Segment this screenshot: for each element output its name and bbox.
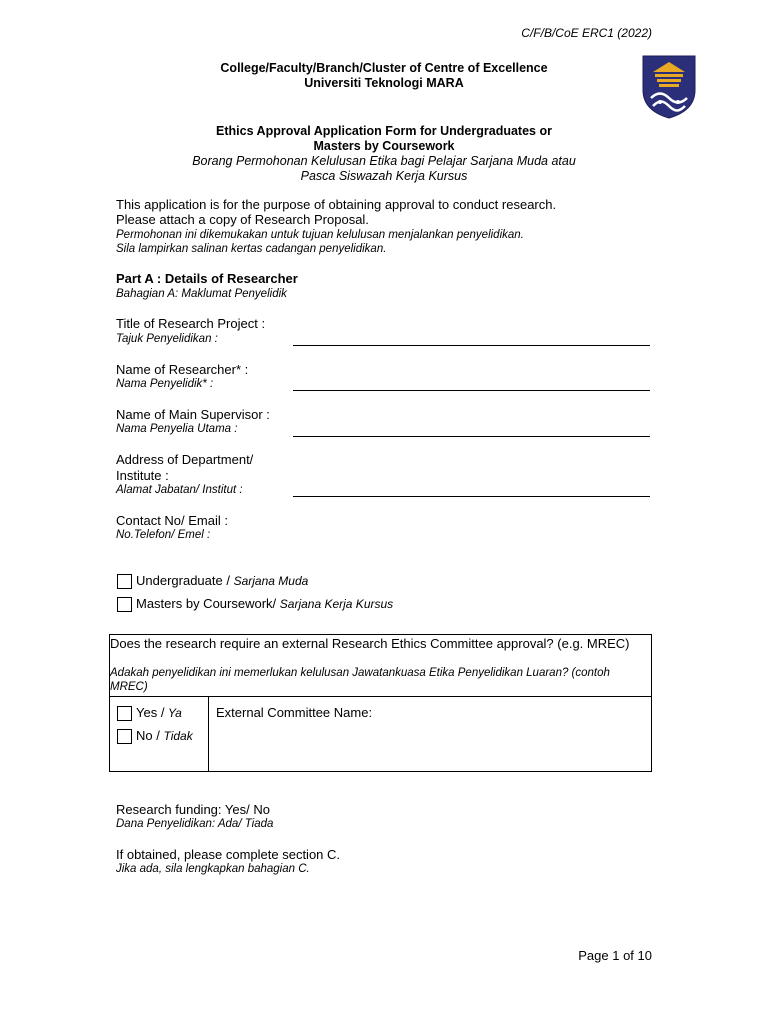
field-label-researcher-name: Name of Researcher* :	[116, 362, 249, 377]
external-approval-yes-checkbox[interactable]	[117, 706, 132, 721]
undergraduate-label: Undergraduate / Sarjana Muda	[136, 573, 309, 588]
form-title	[0, 124, 768, 154]
form-title-line-2: Masters by Coursework	[313, 139, 455, 153]
intro-malay-line-2: Sila lampirkan salinan kertas cadangan penyelidikan.	[116, 243, 387, 255]
field-label-main-supervisor: Name of Main Supervisor :	[116, 407, 270, 422]
field-label-research-title: Title of Research Project :	[116, 316, 266, 331]
external-approval-no-checkbox[interactable]	[117, 729, 132, 744]
intro-malay-line-1: Permohonan ini dikemukakan untuk tujuan kelulusan menjalankan penyelidikan.	[116, 229, 524, 241]
document-code: C/F/B/CoE ERC1 (2022)	[521, 26, 652, 40]
intro-text-malay	[116, 228, 676, 256]
research-title-input-line[interactable]	[293, 345, 650, 346]
external-ethics-table	[109, 634, 652, 772]
main-supervisor-input-line[interactable]	[293, 436, 650, 437]
institution-line-1: College/Faculty/Branch/Cluster of Centre of Excellence	[220, 61, 548, 75]
intro-line-1: This application is for the purpose of obtaining approval to conduct research.	[116, 197, 557, 212]
research-funding-label-malay: Dana Penyelidikan: Ada/ Tiada	[116, 818, 274, 830]
page-number: Page 1 of 10	[578, 948, 652, 963]
masters-coursework-label: Masters by Coursework/ Sarjana Kerja Kursus	[136, 596, 394, 611]
field-label-department-address-malay: Alamat Jabatan/ Institut :	[116, 484, 243, 496]
uitm-crest-logo	[641, 54, 697, 120]
field-label-department-address: Address of Department/	[116, 452, 254, 467]
institution-line-2: Universiti Teknologi MARA	[304, 76, 464, 90]
undergraduate-checkbox[interactable]	[117, 574, 132, 589]
form-title-malay-line-1: Borang Permohonan Kelulusan Etika bagi Pelajar Sarjana Muda atau	[192, 154, 576, 168]
masters-coursework-checkbox[interactable]	[117, 597, 132, 612]
field-label-department-address-line-2: Institute :	[116, 468, 169, 483]
form-title-malay	[0, 154, 768, 184]
department-address-input-line[interactable]	[293, 496, 650, 497]
field-label-contact: Contact No/ Email :	[116, 513, 228, 528]
external-ethics-question-cell	[110, 635, 651, 697]
external-approval-no-label: No / Tidak	[136, 728, 193, 743]
contact-input-area[interactable]	[293, 513, 650, 541]
form-title-malay-line-2: Pasca Siswazah Kerja Kursus	[300, 169, 468, 183]
external-ethics-question-malay: Adakah penyelidikan ini memerlukan kelulusan Jawatankuasa Etika Penyelidikan Luaran? (contoh MREC)	[110, 667, 610, 693]
field-label-researcher-name-malay: Nama Penyelidik* :	[116, 378, 214, 390]
external-committee-name-label: External Committee Name:	[216, 705, 373, 720]
research-funding-label: Research funding: Yes/ No	[116, 802, 270, 817]
external-committee-name-input[interactable]	[214, 723, 644, 767]
external-approval-yes-label: Yes / Ya	[136, 705, 182, 720]
table-column-divider	[208, 697, 209, 771]
intro-line-2: Please attach a copy of Research Proposal.	[116, 212, 369, 227]
section-c-note-malay: Jika ada, sila lengkapkan bahagian C.	[116, 863, 310, 875]
part-a-heading: Part A : Details of Researcher	[116, 271, 298, 286]
field-label-main-supervisor-malay: Nama Penyelia Utama :	[116, 423, 238, 435]
form-title-line-1: Ethics Approval Application Form for Undergraduates or	[216, 124, 552, 138]
intro-text	[116, 197, 676, 227]
researcher-name-input-line[interactable]	[293, 390, 650, 391]
section-c-note: If obtained, please complete section C.	[116, 847, 341, 862]
external-ethics-question: Does the research require an external Research Ethics Committee approval? (e.g. MREC)	[110, 636, 630, 651]
field-label-contact-malay: No.Telefon/ Emel :	[116, 529, 211, 541]
field-label-research-title-malay: Tajuk Penyelidikan :	[116, 333, 218, 345]
part-a-heading-malay: Bahagian A: Maklumat Penyelidik	[116, 288, 287, 300]
